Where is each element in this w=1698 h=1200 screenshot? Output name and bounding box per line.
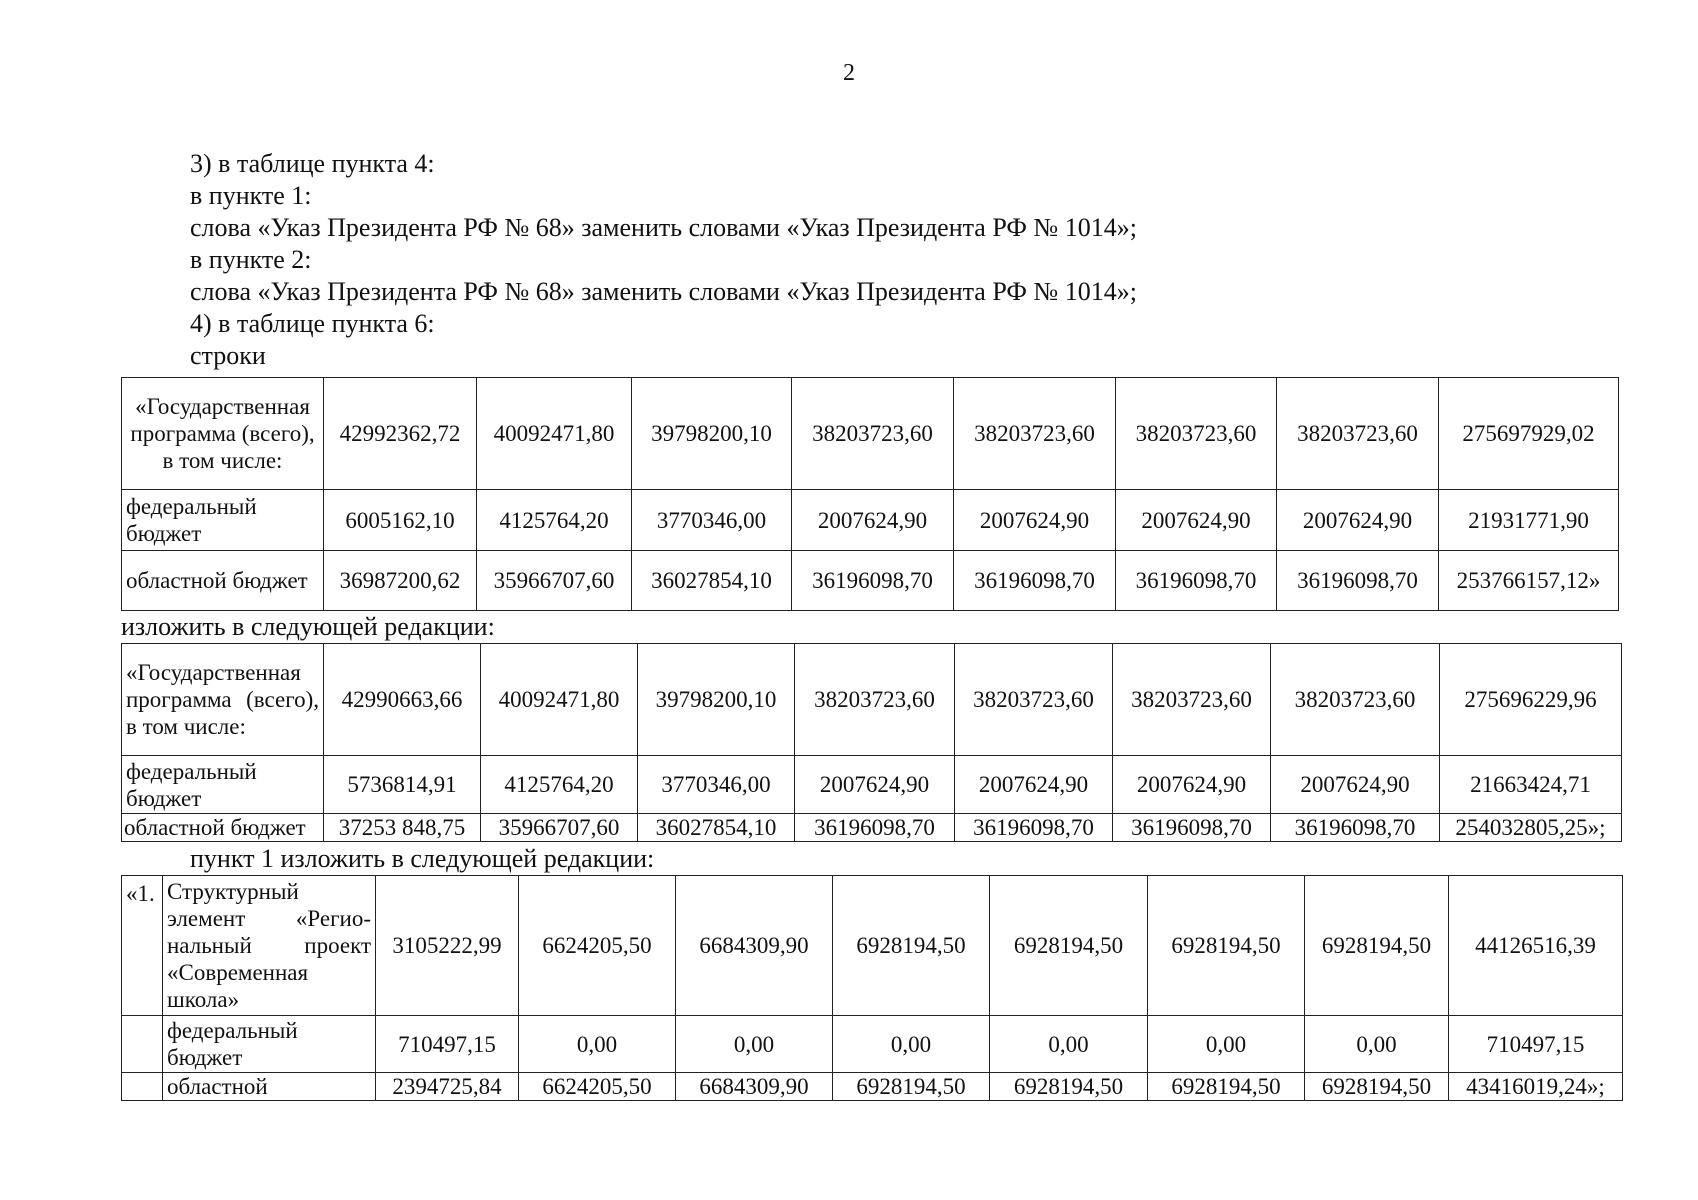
value-cell: 42992362,72	[324, 378, 477, 490]
budget-table-old	[121, 377, 1619, 611]
value-cell: 3105222,99	[376, 876, 519, 1016]
table-row	[122, 876, 1623, 1016]
value-cell: 38203723,60	[955, 644, 1113, 756]
table-row	[122, 1073, 1623, 1101]
value-cell: 253766157,12»	[1439, 551, 1619, 611]
budget-table-item1	[121, 875, 1623, 1101]
value-cell: 36027854,10	[632, 551, 792, 611]
text-line-1: 3) в таблице пункта 4:	[190, 149, 435, 178]
row-label: федеральный бюджет	[122, 756, 324, 814]
value-cell: 0,00	[833, 1016, 990, 1073]
value-cell: 2007624,90	[1271, 756, 1440, 814]
value-cell: 6928194,50	[1148, 1073, 1305, 1101]
value-cell: 36196098,70	[795, 814, 955, 842]
row-label: Структурный элемент «Регио-нальный проект «Современная школа»	[163, 876, 376, 1016]
text-line-2: в пункте 1:	[190, 181, 312, 210]
value-cell: 4125764,20	[477, 490, 632, 551]
value-cell: 36196098,70	[792, 551, 954, 611]
row-label: федеральный бюджет	[163, 1016, 376, 1073]
value-cell: 38203723,60	[1277, 378, 1439, 490]
value-cell: 6928194,50	[990, 1073, 1148, 1101]
value-cell: 0,00	[990, 1016, 1148, 1073]
empty-cell	[122, 1016, 163, 1073]
section-caption: изложить в следующей редакции:	[121, 612, 495, 641]
value-cell: 38203723,60	[792, 378, 954, 490]
table-row	[122, 490, 1619, 551]
row-label: областной бюджет	[122, 814, 324, 842]
row-label: «Государственная программа (всего), в том числе:	[122, 378, 324, 490]
value-cell: 36196098,70	[954, 551, 1116, 611]
value-cell: 6928194,50	[1305, 876, 1449, 1016]
table-row	[122, 551, 1619, 611]
value-cell: 21663424,71	[1440, 756, 1622, 814]
value-cell: 2007624,90	[1277, 490, 1439, 551]
value-cell: 6684309,90	[676, 1073, 833, 1101]
value-cell: 36196098,70	[1271, 814, 1440, 842]
table-row	[122, 756, 1622, 814]
value-cell: 2007624,90	[795, 756, 955, 814]
value-cell: 2007624,90	[954, 490, 1116, 551]
value-cell: 36987200,62	[324, 551, 477, 611]
value-cell: 2007624,90	[1113, 756, 1271, 814]
value-cell: 6624205,50	[519, 1073, 676, 1101]
value-cell: 38203723,60	[795, 644, 955, 756]
empty-cell	[122, 1073, 163, 1101]
section-caption: пункт 1 изложить в следующей редакции:	[190, 844, 655, 873]
value-cell: 275696229,96	[1440, 644, 1622, 756]
value-cell: 36196098,70	[1277, 551, 1439, 611]
table-row	[122, 644, 1622, 756]
value-cell: 36196098,70	[955, 814, 1113, 842]
text-line-5: слова «Указ Президента РФ № 68» заменить словами «Указ Президента РФ № 1014»;	[190, 277, 1137, 306]
value-cell: 36027854,10	[638, 814, 795, 842]
value-cell: 40092471,80	[477, 378, 632, 490]
value-cell: 5736814,91	[324, 756, 481, 814]
row-label: областной бюджет	[122, 551, 324, 611]
value-cell: 35966707,60	[477, 551, 632, 611]
value-cell: 21931771,90	[1439, 490, 1619, 551]
text-line-7: строки	[190, 341, 266, 370]
value-cell: 40092471,80	[481, 644, 638, 756]
value-cell: 2394725,84	[376, 1073, 519, 1101]
value-cell: 2007624,90	[1116, 490, 1277, 551]
value-cell: 3770346,00	[638, 756, 795, 814]
text-line-6: 4) в таблице пункта 6:	[190, 309, 435, 338]
table-row	[122, 378, 1619, 490]
value-cell: 0,00	[1305, 1016, 1449, 1073]
table-row	[122, 814, 1622, 842]
value-cell: 39798200,10	[638, 644, 795, 756]
value-cell: 2007624,90	[955, 756, 1113, 814]
value-cell: 36196098,70	[1113, 814, 1271, 842]
value-cell: 254032805,25»;	[1440, 814, 1622, 842]
text-line-4: в пункте 2:	[190, 245, 312, 274]
row-label: федеральный бюджет	[122, 490, 324, 551]
value-cell: 6928194,50	[833, 876, 990, 1016]
value-cell: 275697929,02	[1439, 378, 1619, 490]
value-cell: 6005162,10	[324, 490, 477, 551]
value-cell: 710497,15	[1449, 1016, 1623, 1073]
value-cell: 710497,15	[376, 1016, 519, 1073]
text-line-3: слова «Указ Президента РФ № 68» заменить словами «Указ Президента РФ № 1014»;	[190, 213, 1137, 242]
value-cell: 36196098,70	[1116, 551, 1277, 611]
budget-table-new	[121, 643, 1622, 842]
value-cell: 43416019,24»;	[1449, 1073, 1623, 1101]
value-cell: 38203723,60	[1113, 644, 1271, 756]
value-cell: 39798200,10	[632, 378, 792, 490]
value-cell: 38203723,60	[1116, 378, 1277, 490]
row-label: «Государственная программа (всего), в том числе:	[122, 644, 324, 756]
value-cell: 38203723,60	[1271, 644, 1440, 756]
value-cell: 42990663,66	[324, 644, 481, 756]
value-cell: 0,00	[519, 1016, 676, 1073]
value-cell: 2007624,90	[792, 490, 954, 551]
value-cell: 6624205,50	[519, 876, 676, 1016]
value-cell: 44126516,39	[1449, 876, 1623, 1016]
item-number: «1.	[122, 876, 163, 1016]
row-label: областной	[163, 1073, 376, 1101]
value-cell: 3770346,00	[632, 490, 792, 551]
value-cell: 6684309,90	[676, 876, 833, 1016]
page-number: 2	[843, 60, 855, 86]
value-cell: 4125764,20	[481, 756, 638, 814]
value-cell: 37253 848,75	[324, 814, 481, 842]
value-cell: 0,00	[676, 1016, 833, 1073]
value-cell: 6928194,50	[1305, 1073, 1449, 1101]
value-cell: 6928194,50	[990, 876, 1148, 1016]
value-cell: 6928194,50	[833, 1073, 990, 1101]
value-cell: 38203723,60	[954, 378, 1116, 490]
value-cell: 35966707,60	[481, 814, 638, 842]
table-row	[122, 1016, 1623, 1073]
value-cell: 6928194,50	[1148, 876, 1305, 1016]
value-cell: 0,00	[1148, 1016, 1305, 1073]
